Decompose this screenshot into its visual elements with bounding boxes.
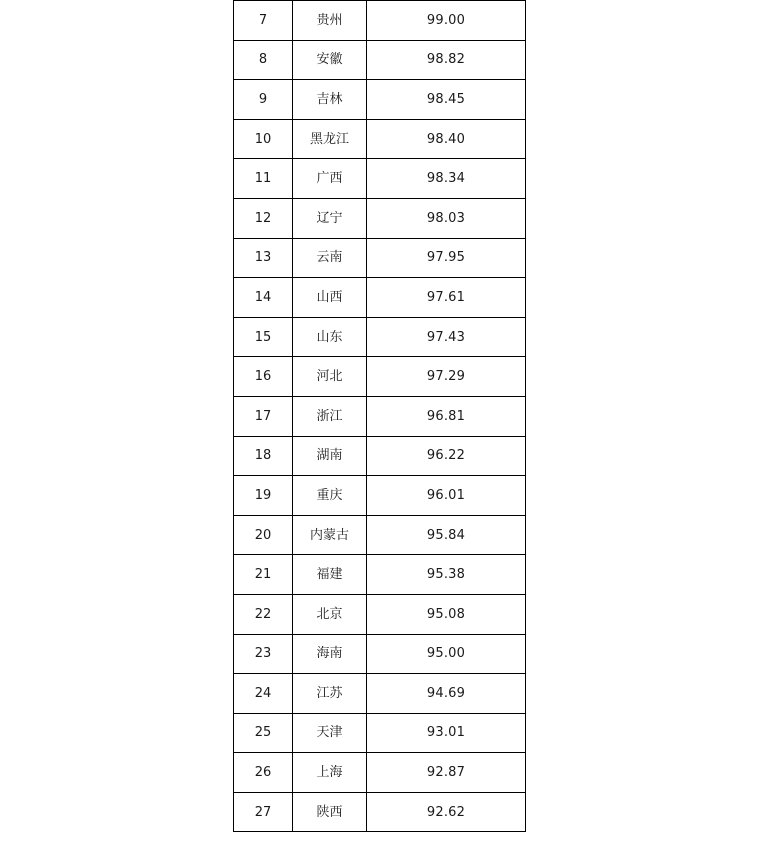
- region-cell: 吉林: [293, 80, 367, 120]
- table-row: [234, 80, 526, 120]
- score-cell: 93.01: [367, 713, 526, 753]
- score-cell: 92.62: [367, 792, 526, 832]
- score-cell: 97.95: [367, 238, 526, 278]
- score-cell: 95.38: [367, 555, 526, 595]
- rank-cell: 27: [234, 792, 293, 832]
- ranking-table: [233, 0, 526, 832]
- table-row: [234, 317, 526, 357]
- score-cell: 97.29: [367, 357, 526, 397]
- region-cell: 北京: [293, 594, 367, 634]
- region-cell: 贵州: [293, 1, 367, 41]
- region-cell: 广西: [293, 159, 367, 199]
- region-cell: 河北: [293, 357, 367, 397]
- region-cell: 湖南: [293, 436, 367, 476]
- region-cell: 陕西: [293, 792, 367, 832]
- region-cell: 福建: [293, 555, 367, 595]
- score-cell: 98.03: [367, 198, 526, 238]
- rank-cell: 16: [234, 357, 293, 397]
- rank-cell: 12: [234, 198, 293, 238]
- score-cell: 96.22: [367, 436, 526, 476]
- rank-cell: 18: [234, 436, 293, 476]
- rank-cell: 25: [234, 713, 293, 753]
- table-row: [234, 119, 526, 159]
- region-cell: 山东: [293, 317, 367, 357]
- rank-cell: 13: [234, 238, 293, 278]
- rank-cell: 23: [234, 634, 293, 674]
- rank-cell: 22: [234, 594, 293, 634]
- rank-cell: 15: [234, 317, 293, 357]
- region-cell: 安徽: [293, 40, 367, 80]
- rank-cell: 11: [234, 159, 293, 199]
- rank-cell: 17: [234, 396, 293, 436]
- rank-cell: 26: [234, 753, 293, 793]
- table-row: [234, 555, 526, 595]
- ranking-table-body: [234, 1, 526, 832]
- score-cell: 96.81: [367, 396, 526, 436]
- rank-cell: 9: [234, 80, 293, 120]
- rank-cell: 8: [234, 40, 293, 80]
- table-row: [234, 238, 526, 278]
- score-cell: 95.84: [367, 515, 526, 555]
- score-cell: 95.08: [367, 594, 526, 634]
- rank-cell: 20: [234, 515, 293, 555]
- table-row: [234, 40, 526, 80]
- table-row: [234, 436, 526, 476]
- score-cell: 98.45: [367, 80, 526, 120]
- table-row: [234, 674, 526, 714]
- region-cell: 浙江: [293, 396, 367, 436]
- rank-cell: 21: [234, 555, 293, 595]
- table-row: [234, 594, 526, 634]
- table-row: [234, 515, 526, 555]
- region-cell: 江苏: [293, 674, 367, 714]
- table-row: [234, 159, 526, 199]
- rank-cell: 10: [234, 119, 293, 159]
- rank-cell: 14: [234, 278, 293, 318]
- score-cell: 92.87: [367, 753, 526, 793]
- table-row: [234, 396, 526, 436]
- score-cell: 98.82: [367, 40, 526, 80]
- score-cell: 98.34: [367, 159, 526, 199]
- rank-cell: 19: [234, 476, 293, 516]
- score-cell: 99.00: [367, 1, 526, 41]
- region-cell: 海南: [293, 634, 367, 674]
- score-cell: 97.61: [367, 278, 526, 318]
- region-cell: 上海: [293, 753, 367, 793]
- table-row: [234, 713, 526, 753]
- table-row: [234, 792, 526, 832]
- rank-cell: 24: [234, 674, 293, 714]
- region-cell: 辽宁: [293, 198, 367, 238]
- rank-cell: 7: [234, 1, 293, 41]
- table-row: [234, 476, 526, 516]
- region-cell: 山西: [293, 278, 367, 318]
- score-cell: 98.40: [367, 119, 526, 159]
- table-row: [234, 198, 526, 238]
- table-row: [234, 753, 526, 793]
- region-cell: 云南: [293, 238, 367, 278]
- region-cell: 天津: [293, 713, 367, 753]
- score-cell: 97.43: [367, 317, 526, 357]
- table-row: [234, 278, 526, 318]
- score-cell: 94.69: [367, 674, 526, 714]
- score-cell: 95.00: [367, 634, 526, 674]
- region-cell: 内蒙古: [293, 515, 367, 555]
- table-row: [234, 634, 526, 674]
- table-row: [234, 357, 526, 397]
- region-cell: 黑龙江: [293, 119, 367, 159]
- table-row: [234, 1, 526, 41]
- score-cell: 96.01: [367, 476, 526, 516]
- region-cell: 重庆: [293, 476, 367, 516]
